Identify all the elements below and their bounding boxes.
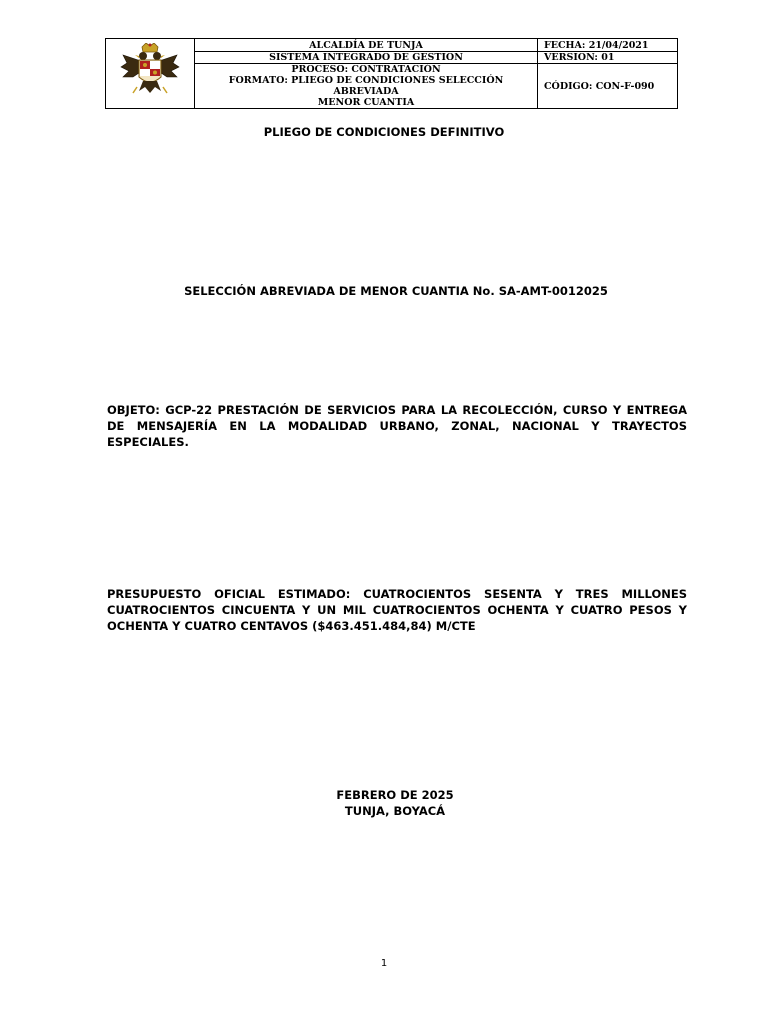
format-date: FECHA: 21/04/2021 [538,39,678,52]
process-name: PROCESO: CONTRATACIÓN [291,64,441,75]
format-version: VERSION: 01 [538,52,678,64]
entity-name: ALCALDÍA DE TUNJA [195,39,538,52]
document-title: PLIEGO DE CONDICIONES DEFINITIVO [263,125,505,139]
document-header-table [105,38,678,109]
process-format-cell [195,64,538,109]
selection-number: SELECCIÓN ABREVIADA DE MENOR CUANTIA No. SA-AMT-0012025 [184,284,608,298]
document-date: FEBRERO DE 2025 [336,788,454,802]
system-name: SISTEMA INTEGRADO DE GESTION [195,52,538,64]
format-name-line2: MENOR CUANTIA [317,97,415,108]
format-name-line1: FORMATO: PLIEGO DE CONDICIONES SELECCIÓN ABREVIADA [228,75,504,97]
contract-object: OBJETO: GCP-22 PRESTACIÓN DE SERVICIOS PARA LA RECOLECCIÓN, CURSO Y ENTREGA DE MENSAJERÍA EN LA MODALIDAD URBANO, ZONAL, NACIONAL Y TRAYECTOS ESPECIALES. [107,403,687,449]
crest-logo [106,39,195,109]
format-code: CÓDIGO: CON-F-090 [538,64,678,109]
coat-of-arms-icon [119,43,181,101]
page-number: 1 [380,958,388,969]
estimated-budget: PRESUPUESTO OFICIAL ESTIMADO: CUATROCIENTOS SESENTA Y TRES MILLONES CUATROCIENTOS CINCUENTA Y UN MIL CUATROCIENTOS OCHENTA Y CUATRO PESOS Y OCHENTA Y CUATRO CENTAVOS ($463.451.484,84) M/CTE [107,587,687,633]
document-place: TUNJA, BOYACÁ [344,804,446,818]
date-place-block [0,787,768,819]
